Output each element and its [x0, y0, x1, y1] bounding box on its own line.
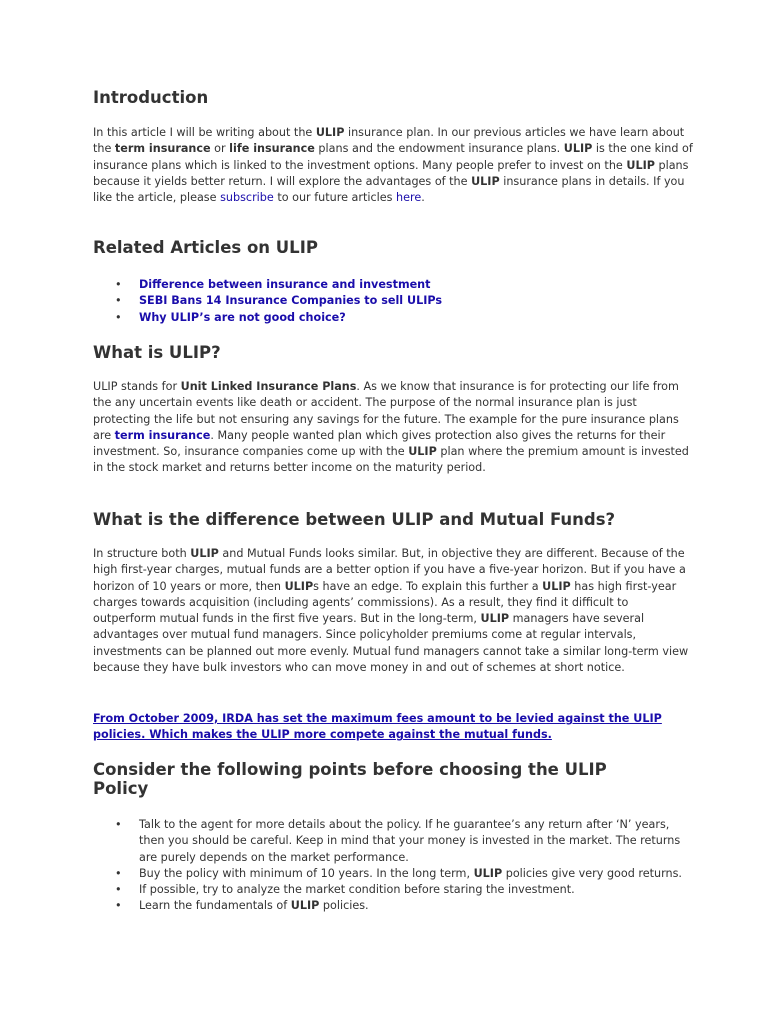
bold-text: term insurance	[114, 142, 211, 156]
text: Buy the policy with minimum of 10 years. In the long term,	[139, 866, 474, 880]
bullet: •	[115, 310, 122, 324]
text: managers have several advantages over mutual fund managers. Since policyholder premiums come at regular intervals, investments can be planned out more evenly. Mutual fund managers cannot take a similar long-term view because they have bulk investors who can move money in and out of schemes at short notice.	[93, 612, 689, 675]
what-is-ulip-paragraph	[93, 379, 693, 477]
text: In this article I will be writing about the	[93, 126, 316, 139]
intro-heading: Introduction	[93, 88, 209, 107]
difference-paragraph	[93, 546, 693, 676]
text: .	[421, 191, 425, 205]
consider-heading-line2: Policy	[93, 779, 149, 798]
related-link-difference[interactable]: Difference between insurance and investment	[139, 278, 431, 291]
bullet: •	[115, 899, 122, 913]
list-item	[93, 293, 693, 309]
bold-text: ULIP	[315, 126, 345, 139]
bold-text: ULIP	[290, 899, 320, 913]
related-articles-list	[93, 277, 693, 326]
text: and Mutual Funds looks similar. But, in objective they are different. Because of the high first-year charges, mutual funds are a better option if you have a five-year horizon. But if you have a horizon of 10 years or more, then	[93, 547, 686, 593]
bold-text: ULIP	[408, 445, 437, 459]
related-heading: Related Articles on ULIP	[93, 238, 318, 257]
text: Talk to the agent for more details about the policy. If he guarantee’s any return after ‘N’ years, then you should be careful. Keep in mind that your money is invested in the market. The returns are purely depends on the market performance.	[139, 818, 681, 864]
difference-heading: What is the difference between ULIP and Mutual Funds?	[93, 510, 616, 529]
text: insurance plan. In our previous articles we have learn about the	[93, 126, 685, 156]
bullet: •	[115, 294, 122, 308]
term-insurance-link[interactable]: term insurance	[114, 428, 211, 442]
text: insurance plans in details. If you like the article, please	[93, 174, 685, 205]
intro-paragraph	[93, 125, 693, 206]
text: If possible, try to analyze the market condition before staring the investment.	[139, 883, 575, 897]
bold-text: ULIP	[563, 142, 593, 156]
subscribe-link[interactable]: subscribe	[220, 191, 274, 205]
related-link-sebi-bans[interactable]: SEBI Bans 14 Insurance Companies to sell ULIPs	[139, 294, 443, 308]
bold-text: ULIP	[471, 174, 500, 188]
related-link-why-ulip[interactable]: Why ULIP’s are not good choice?	[139, 310, 346, 324]
text: s have an edge. To explain this further a	[313, 579, 543, 593]
bullet: •	[115, 866, 122, 880]
text: policies.	[319, 899, 369, 913]
bold-text: life insurance	[229, 142, 315, 156]
bold-text: ULIP	[473, 866, 503, 880]
here-link[interactable]: here	[396, 191, 422, 205]
bold-text: ULIP	[480, 612, 510, 626]
text: . As we know that insurance is for protecting our life from the any uncertain events like death or accident. The purpose of the normal insurance plan is just protecting the life but not ensuring any savings for the future. The example for the pure insurance plans are	[93, 380, 679, 442]
bullet: •	[115, 278, 122, 291]
text: is the one kind of insurance plans which is linked to the investment options. Many people prefer to invest on the	[93, 142, 693, 172]
bold-text: ULIP	[542, 579, 571, 593]
list-item	[93, 277, 693, 293]
bullet: •	[115, 818, 122, 831]
bold-text: ULIP	[284, 579, 314, 593]
bullet: •	[115, 883, 122, 897]
text: policies give very good returns.	[502, 866, 682, 880]
consider-points-list	[93, 817, 693, 915]
list-item	[93, 898, 693, 914]
text: or	[210, 142, 230, 156]
text: ULIP stands for	[93, 380, 181, 393]
list-item	[93, 310, 693, 326]
text: to our future articles	[273, 191, 396, 205]
text: plans because it yields better return. I will explore the advantages of the	[93, 158, 689, 188]
text: In structure both	[93, 547, 191, 560]
list-item	[93, 882, 693, 898]
text: plan where the premium amount is invested in the stock market and returns better income on the maturity period.	[93, 445, 689, 475]
text: Learn the fundamentals of	[139, 899, 291, 913]
consider-heading-line1: Consider the following points before choosing the ULIP	[93, 760, 607, 779]
list-item	[93, 866, 693, 882]
bold-text: Unit Linked Insurance Plans	[180, 380, 357, 393]
list-item	[93, 817, 693, 866]
text: . Many people wanted plan which gives protection also gives the returns for their investment. So, insurance companies come up with the	[93, 428, 666, 459]
what-is-ulip-heading: What is ULIP?	[93, 343, 221, 362]
text: has high first-year charges towards acquisition (including agents’ commissions). As a result, they find it difficult to outperform mutual funds in the first five years. But in the long-term,	[93, 579, 677, 626]
bold-text: ULIP	[626, 158, 655, 172]
text: plans and the endowment insurance plans.	[314, 142, 564, 156]
irda-fees-link[interactable]: From October 2009, IRDA has set the maximum fees amount to be levied against the ULIP policies. Which makes the ULIP more compete against the mutual funds.	[93, 712, 662, 742]
bold-text: ULIP	[190, 547, 219, 560]
